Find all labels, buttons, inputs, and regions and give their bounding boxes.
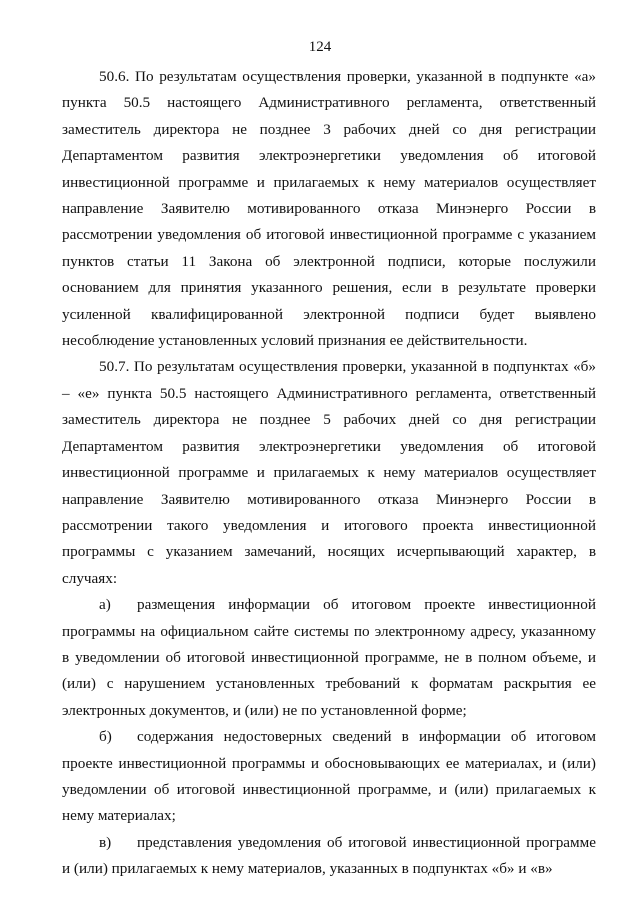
page-number: 124 <box>308 39 332 55</box>
list-item-a <box>62 592 596 724</box>
list-item-b <box>62 724 596 830</box>
paragraph-50-7: 50.7. По результатам осуществления проверки, указанной в подпунктах «б» – «е» пункта 50.5 настоящего Административного регламента, ответственный заместитель директора не позднее 5 рабочих дней со дня регистрации Департаментом развития электроэнергетики уведомления об итоговой инвестиционной программе и прилагаемых к нему материалов осуществляет направление Заявителю мотивированного отказа Минэнерго России в рассмотрении такого уведомления и итогового проекта инвестиционной программы с указанием замечаний, носящих исчерпывающий характер, в случаях: <box>62 358 596 587</box>
list-item-text: представления уведомления об итоговой инвестиционной программе и (или) прилагаемых к нему материалов, указанных в подпунктах «б» и «в» <box>62 833 596 878</box>
list-marker: б) <box>99 728 112 746</box>
paragraph-50-6: 50.6. По результатам осуществления проверки, указанной в подпункте «а» пункта 50.5 настоящего Административного регламента, ответственный заместитель директора не позднее 3 рабочих дней со дня регистрации Департаментом развития электроэнергетики уведомления об итоговой инвестиционной программе и прилагаемых к нему материалов осуществляет направление Заявителю мотивированного отказа Минэнерго России в рассмотрении уведомления об итоговой инвестиционной программе с указанием пунктов статьи 11 Закона об электронной подписи, которые послужили основанием для принятия указанного решения, если в результате проверки усиленной квалифицированной электронной подписи будет выявлено несоблюдение установленных условий признания ее действительности. <box>62 68 596 350</box>
list-item-v <box>62 830 596 883</box>
list-marker: а) <box>99 596 111 614</box>
document-body <box>62 64 596 883</box>
list-item-text: содержания недостоверных сведений в информации об итоговом проекте инвестиционной программы и обосновывающих ее материалах, и (или) уведомлении об итоговой инвестиционной программе, и (или) прилагаемых к нему материалах; <box>62 728 596 825</box>
list-marker: в) <box>99 833 112 851</box>
list-item-text: размещения информации об итоговом проекте инвестиционной программы на официальном сайте системы по электронному адресу, указанному в уведомлении об итоговой инвестиционной программе, не в полном объеме, и (или) с нарушением установленных требований к форматам раскрытия ее электронных документов, и (или) не по установленной форме; <box>62 596 596 719</box>
